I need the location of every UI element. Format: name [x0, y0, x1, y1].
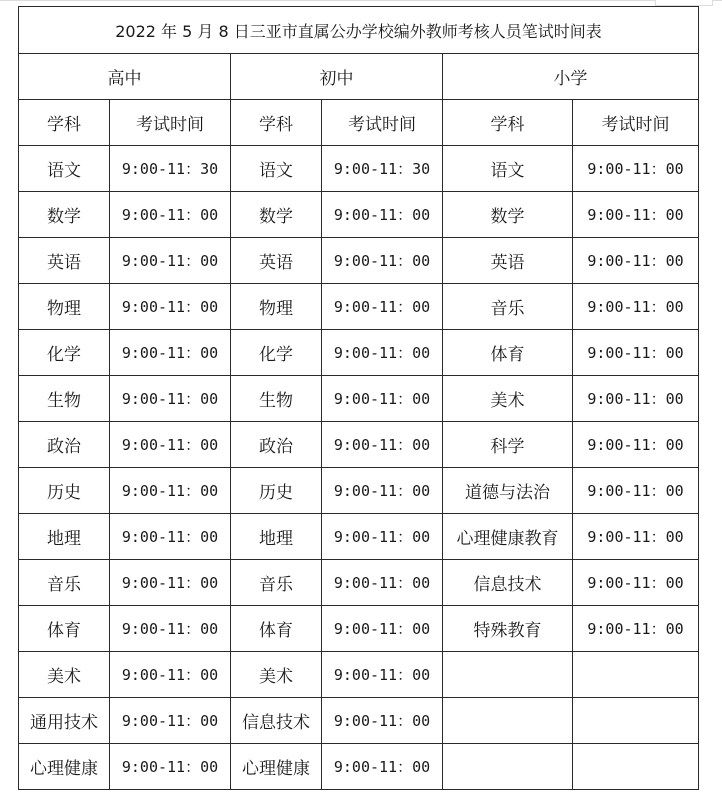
cell-high-time: 9:00-11：00: [110, 514, 231, 560]
cell-primary-time: [573, 698, 699, 744]
cell-high-subject: 英语: [19, 238, 110, 284]
cell-high-time: 9:00-11：30: [110, 146, 231, 192]
cell-middle-time: 9:00-11：00: [322, 560, 443, 606]
cell-high-time: 9:00-11：00: [110, 652, 231, 698]
header-exam-time: 考试时间: [573, 100, 699, 146]
header-exam-time: 考试时间: [322, 100, 443, 146]
cell-primary-subject: 美术: [443, 376, 573, 422]
cell-middle-time: 9:00-11：00: [322, 744, 443, 790]
table-row: [19, 560, 699, 606]
cell-high-time: 9:00-11：00: [110, 238, 231, 284]
cell-primary-time: 9:00-11：00: [573, 606, 699, 652]
cell-middle-subject: 数学: [231, 192, 322, 238]
cell-middle-subject: 英语: [231, 238, 322, 284]
cell-middle-time: 9:00-11：00: [322, 606, 443, 652]
header-subject: 学科: [19, 100, 110, 146]
cell-middle-time: 9:00-11：00: [322, 652, 443, 698]
table-row: [19, 698, 699, 744]
cell-middle-subject: 历史: [231, 468, 322, 514]
table-row: [19, 376, 699, 422]
table-row: [19, 514, 699, 560]
cell-primary-subject: 道德与法治: [443, 468, 573, 514]
cell-primary-time: 9:00-11：00: [573, 330, 699, 376]
cell-high-subject: 化学: [19, 330, 110, 376]
cell-middle-time: 9:00-11：00: [322, 376, 443, 422]
cell-high-time: 9:00-11：00: [110, 192, 231, 238]
cell-middle-subject: 生物: [231, 376, 322, 422]
cell-middle-subject: 政治: [231, 422, 322, 468]
table-row: [19, 284, 699, 330]
window-top-border: [0, 0, 722, 1]
level-row: [19, 54, 699, 100]
cell-primary-subject: [443, 744, 573, 790]
table-row: [19, 422, 699, 468]
table-row: [19, 146, 699, 192]
table-row: [19, 744, 699, 790]
cell-middle-time: 9:00-11：00: [322, 330, 443, 376]
cell-primary-time: 9:00-11：00: [573, 284, 699, 330]
cell-primary-subject: 体育: [443, 330, 573, 376]
cell-primary-time: 9:00-11：00: [573, 514, 699, 560]
cell-primary-subject: 特殊教育: [443, 606, 573, 652]
cell-high-subject: 政治: [19, 422, 110, 468]
cell-middle-subject: 体育: [231, 606, 322, 652]
cell-high-subject: 音乐: [19, 560, 110, 606]
cell-primary-subject: 数学: [443, 192, 573, 238]
cell-high-time: 9:00-11：00: [110, 284, 231, 330]
cell-middle-time: 9:00-11：30: [322, 146, 443, 192]
cell-high-time: 9:00-11：00: [110, 422, 231, 468]
cell-high-subject: 体育: [19, 606, 110, 652]
cell-middle-time: 9:00-11：00: [322, 514, 443, 560]
cell-primary-time: 9:00-11：00: [573, 560, 699, 606]
cell-middle-subject: 语文: [231, 146, 322, 192]
header-row: [19, 100, 699, 146]
cell-high-time: 9:00-11：00: [110, 744, 231, 790]
cell-middle-subject: 地理: [231, 514, 322, 560]
cell-high-time: 9:00-11：00: [110, 330, 231, 376]
cell-high-subject: 历史: [19, 468, 110, 514]
cell-primary-subject: 信息技术: [443, 560, 573, 606]
cell-middle-time: 9:00-11：00: [322, 422, 443, 468]
cell-primary-time: 9:00-11：00: [573, 468, 699, 514]
cell-primary-time: 9:00-11：00: [573, 146, 699, 192]
cell-middle-subject: 心理健康: [231, 744, 322, 790]
cell-high-time: 9:00-11：00: [110, 698, 231, 744]
table-row: [19, 652, 699, 698]
cell-middle-time: 9:00-11：00: [322, 468, 443, 514]
cell-middle-time: 9:00-11：00: [322, 698, 443, 744]
cell-primary-subject: 音乐: [443, 284, 573, 330]
cell-high-subject: 地理: [19, 514, 110, 560]
title-row: [19, 7, 699, 54]
cell-middle-subject: 音乐: [231, 560, 322, 606]
table-title: 2022 年 5 月 8 日三亚市直属公办学校编外教师考核人员笔试时间表: [19, 7, 699, 54]
table-row: [19, 606, 699, 652]
cell-high-subject: 通用技术: [19, 698, 110, 744]
cell-high-time: 9:00-11：00: [110, 606, 231, 652]
cell-middle-subject: 信息技术: [231, 698, 322, 744]
level-high-school: 高中: [19, 54, 231, 100]
header-subject: 学科: [443, 100, 573, 146]
cell-middle-time: 9:00-11：00: [322, 284, 443, 330]
cell-primary-subject: 英语: [443, 238, 573, 284]
cell-high-subject: 美术: [19, 652, 110, 698]
cell-high-subject: 物理: [19, 284, 110, 330]
exam-schedule-table: [18, 6, 699, 790]
cell-high-subject: 语文: [19, 146, 110, 192]
cell-primary-subject: [443, 698, 573, 744]
level-primary-school: 小学: [443, 54, 699, 100]
cell-high-time: 9:00-11：00: [110, 468, 231, 514]
cell-high-subject: 生物: [19, 376, 110, 422]
header-exam-time: 考试时间: [110, 100, 231, 146]
cell-primary-time: 9:00-11：00: [573, 192, 699, 238]
cell-middle-subject: 物理: [231, 284, 322, 330]
header-subject: 学科: [231, 100, 322, 146]
cell-primary-subject: 心理健康教育: [443, 514, 573, 560]
cell-middle-time: 9:00-11：00: [322, 238, 443, 284]
table-row: [19, 238, 699, 284]
cell-high-subject: 心理健康: [19, 744, 110, 790]
cell-primary-time: 9:00-11：00: [573, 238, 699, 284]
cell-high-subject: 数学: [19, 192, 110, 238]
table-row: [19, 192, 699, 238]
cell-primary-subject: [443, 652, 573, 698]
cell-primary-time: 9:00-11：00: [573, 422, 699, 468]
level-middle-school: 初中: [231, 54, 443, 100]
cell-primary-subject: 科学: [443, 422, 573, 468]
table-row: [19, 330, 699, 376]
cell-high-time: 9:00-11：00: [110, 376, 231, 422]
cell-middle-subject: 美术: [231, 652, 322, 698]
cell-primary-subject: 语文: [443, 146, 573, 192]
cell-primary-time: [573, 744, 699, 790]
cell-primary-time: 9:00-11：00: [573, 376, 699, 422]
table-row: [19, 468, 699, 514]
cell-primary-time: [573, 652, 699, 698]
cell-high-time: 9:00-11：00: [110, 560, 231, 606]
cell-middle-time: 9:00-11：00: [322, 192, 443, 238]
cell-middle-subject: 化学: [231, 330, 322, 376]
